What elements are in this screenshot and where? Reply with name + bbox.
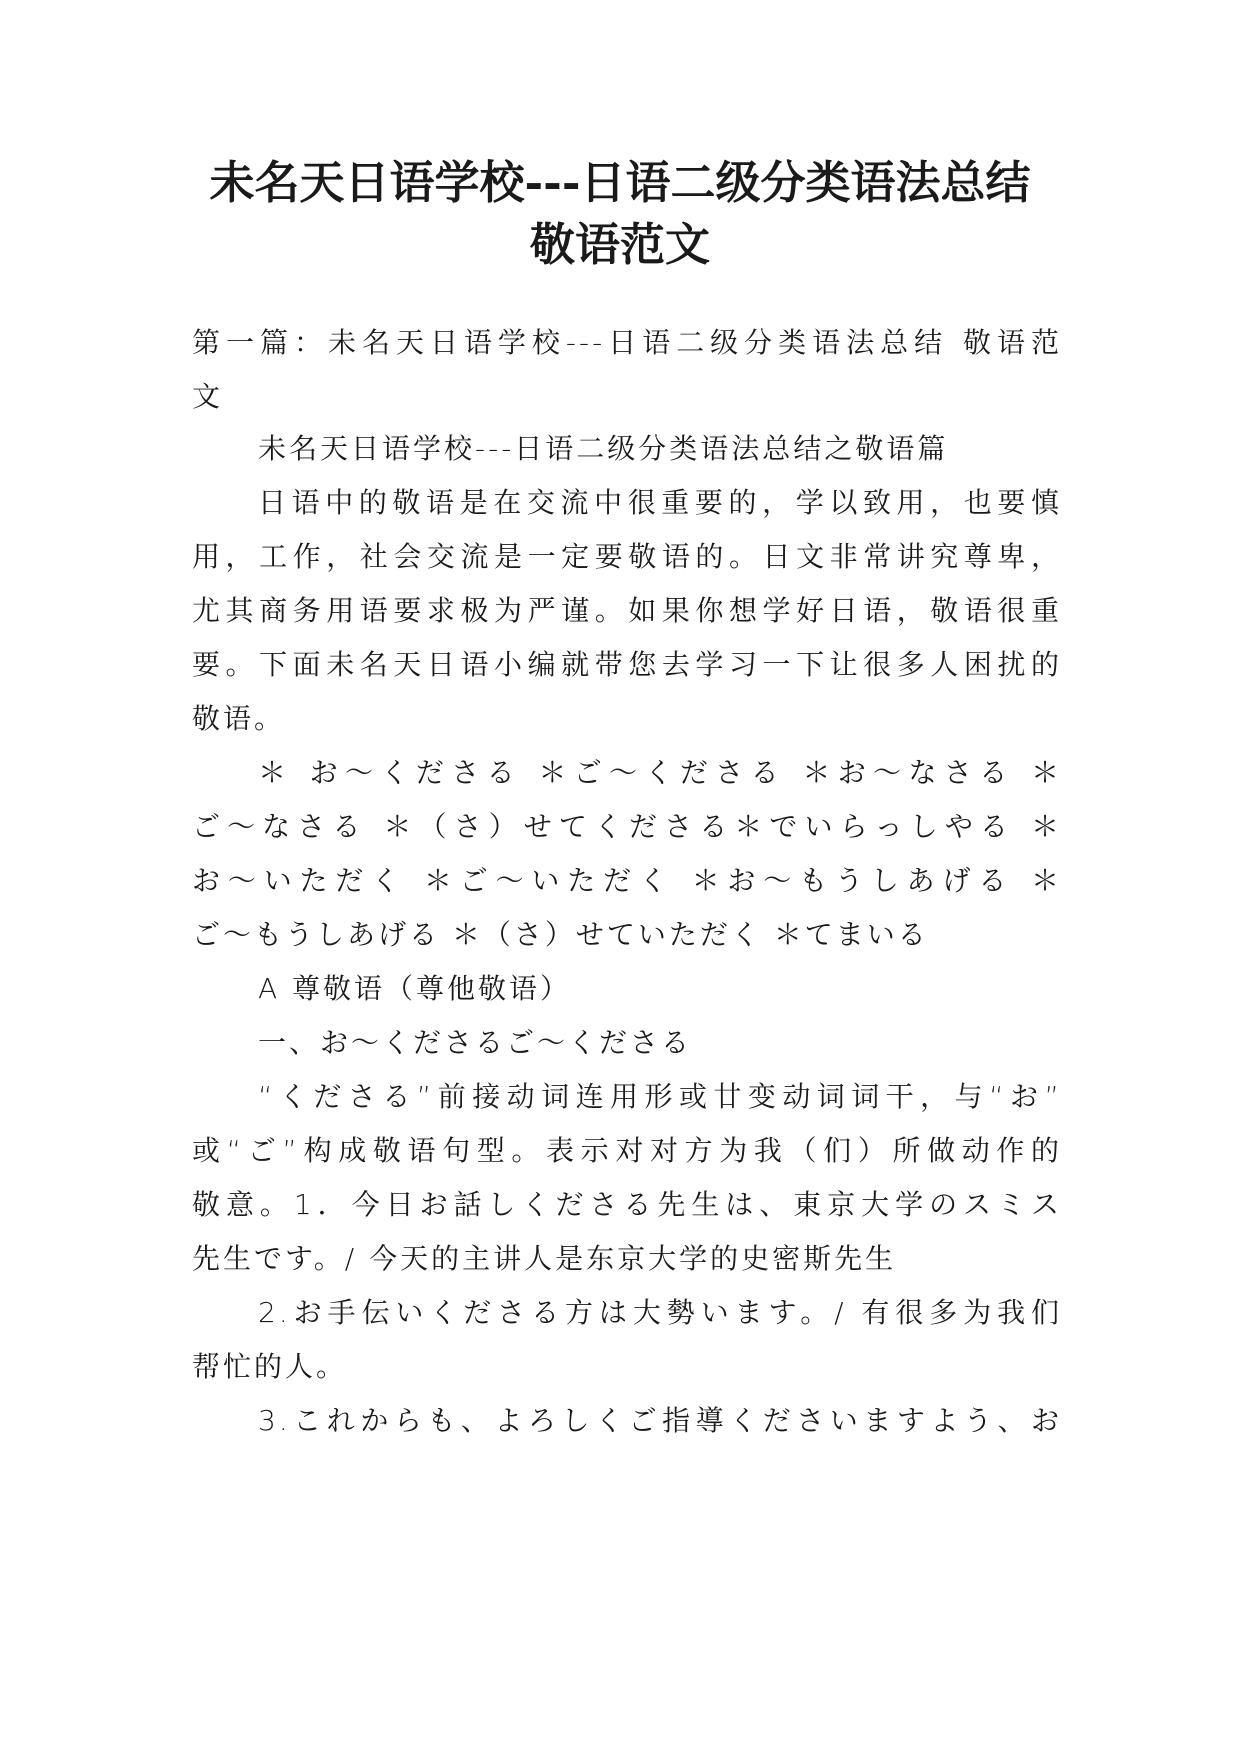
pattern-list-line: ご～もうしあげる ＊（さ）せていただく ＊てまいる bbox=[192, 918, 929, 951]
item-heading: 一、お～くださるご～くださる bbox=[258, 1026, 693, 1059]
document-title-line-1: 未名天日语学校---日语二级分类语法总结 bbox=[209, 156, 1031, 209]
example-line: 2.お手伝いくださる方は大勢います。/ 有很多为我们 bbox=[258, 1296, 1062, 1329]
section-heading: 第一篇：未名天日语学校---日语二级分类语法总结 敬语范 bbox=[192, 326, 1062, 359]
pattern-list-line: ＊ お～くださる ＊ご～くださる ＊お～なさる ＊ bbox=[258, 756, 1062, 789]
example-line: 3.これからも、よろしくご指導くださいますよう、お bbox=[258, 1404, 1062, 1437]
section-heading-continued: 文 bbox=[192, 380, 224, 413]
paragraph-line: 要。下面未名天日语小编就带您去学习一下让很多人困扰的 bbox=[192, 648, 1062, 681]
subtitle-paragraph: 未名天日语学校---日语二级分类语法总结之敬语篇 bbox=[258, 432, 949, 465]
paragraph-line: 用，工作，社会交流是一定要敬语的。日文非常讲究尊卑， bbox=[192, 540, 1062, 573]
paragraph-line: “くださる”前接动词连用形或廿变动词词干，与“お” bbox=[258, 1080, 1062, 1113]
pattern-list-line: ご～なさる ＊（さ）せてくださる＊でいらっしやる ＊ bbox=[192, 810, 1062, 843]
document-title-line-2: 敬语范文 bbox=[529, 218, 710, 271]
paragraph-line: 尤其商务用语要求极为严谨。如果你想学好日语，敬语很重 bbox=[192, 594, 1062, 627]
subsection-heading: A 尊敬语（尊他敬语） bbox=[258, 972, 572, 1005]
paragraph-line: 敬语。 bbox=[192, 702, 286, 735]
paragraph-line: 敬意。1．今日お話しくださる先生は、東京大学のスミス bbox=[192, 1188, 1062, 1221]
paragraph-line: 先生です。/ 今天的主讲人是东京大学的史密斯先生 bbox=[192, 1242, 897, 1275]
example-line: 帮忙的人。 bbox=[192, 1350, 348, 1383]
pattern-list-line: お～いただく ＊ご～いただく ＊お～もうしあげる ＊ bbox=[192, 864, 1062, 897]
paragraph-line: 或“ご”构成敬语句型。表示对对方为我（们）所做动作的 bbox=[192, 1134, 1062, 1167]
paragraph-line: 日语中的敬语是在交流中很重要的，学以致用，也要慎 bbox=[258, 486, 1062, 519]
